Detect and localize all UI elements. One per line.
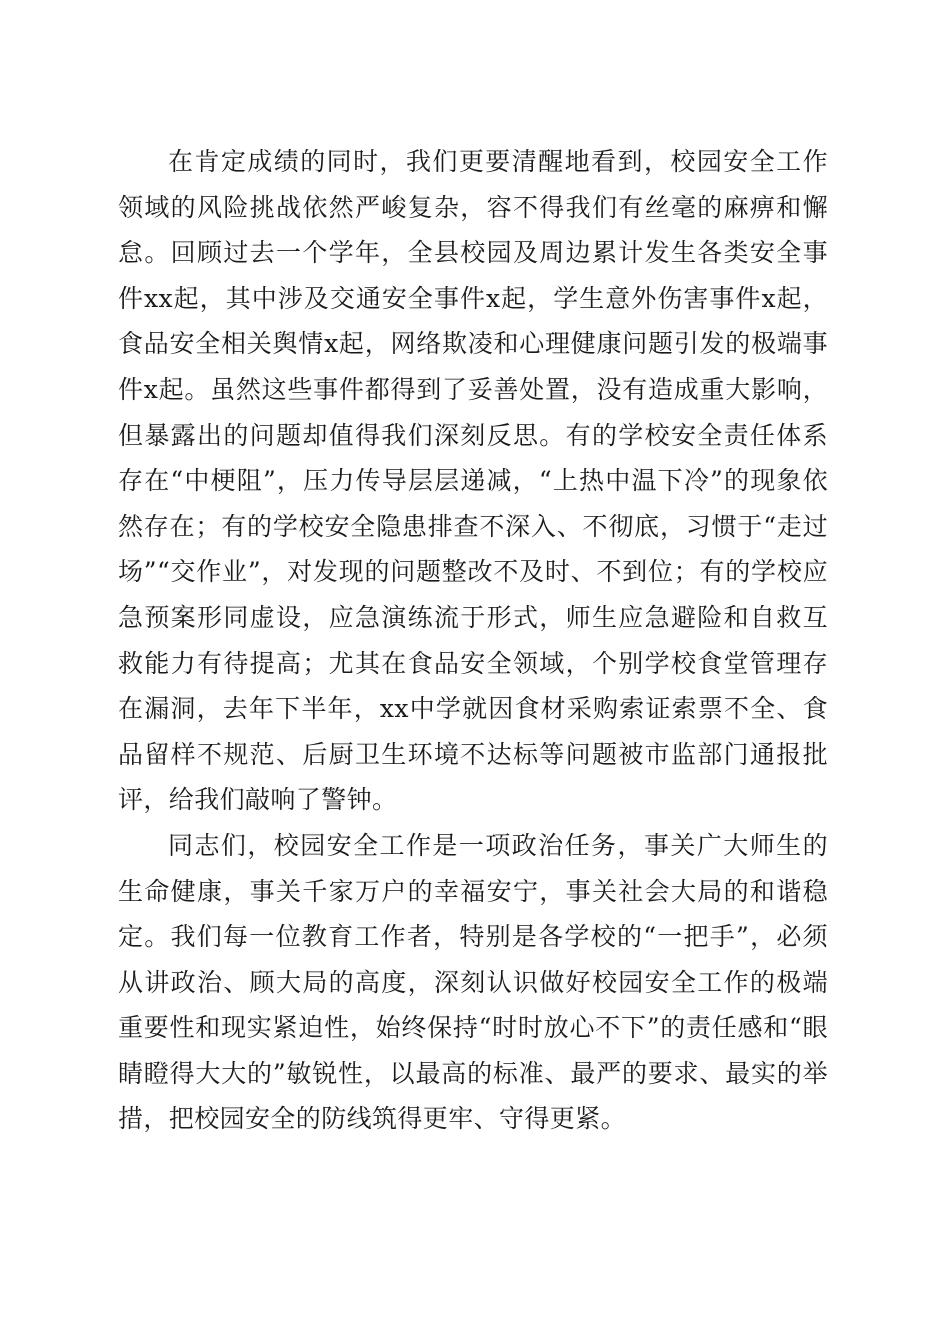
paragraph-risk-challenges: 在肯定成绩的同时，我们更要清醒地看到，校园安全工作领域的风险挑战依然严峻复杂，容不得我们有丝毫的麻痹和懈怠。回顾过去一个学年，全县校园及周边累计发生各类安全事件xx起，其中涉及交通安全事件x起，学生意外伤害事件x起，食品安全相关舆情x起，网络欺凌和心理健康问题引发的极端事件x起。虽然这些事件都得到了妥善处置，没有造成重大影响，但暴露出的问题却值得我们深刻反思。有的学校安全责任体系存在“中梗阻”，压力传导层层递减，“上热中温下冷”的现象依然存在；有的学校安全隐患排查不深入、不彻底，习惯于“走过场”“交作业”，对发现的问题整改不及时、不到位；有的学校应急预案形同虚设，应急演练流于形式，师生应急避险和自救互救能力有待提高；尤其在食品安全领域，个别学校食堂管理存在漏洞，去年下半年，xx中学就因食材采购索证索票不全、食品留样不规范、后厨卫生环境不达标等问题被市监部门通报批评，给我们敲响了警钟。 xyxy=(118,147,828,815)
paragraph-comrades-call: 同志们，校园安全工作是一项政治任务，事关广大师生的生命健康，事关千家万户的幸福安宁，事关社会大局的和谐稳定。我们每一位教育工作者，特别是各学校的“一把手”，必须从讲政治、顾大局的高度，深刻认识做好校园安全工作的极端重要性和现实紧迫性，始终保持“时时放心不下”的责任感和“眼睛瞪得大大的”敏锐性，以最高的标准、最严的要求、最实的举措，把校园安全的防线筑得更牢、守得更紧。 xyxy=(118,830,828,1134)
body-text xyxy=(118,139,828,1142)
